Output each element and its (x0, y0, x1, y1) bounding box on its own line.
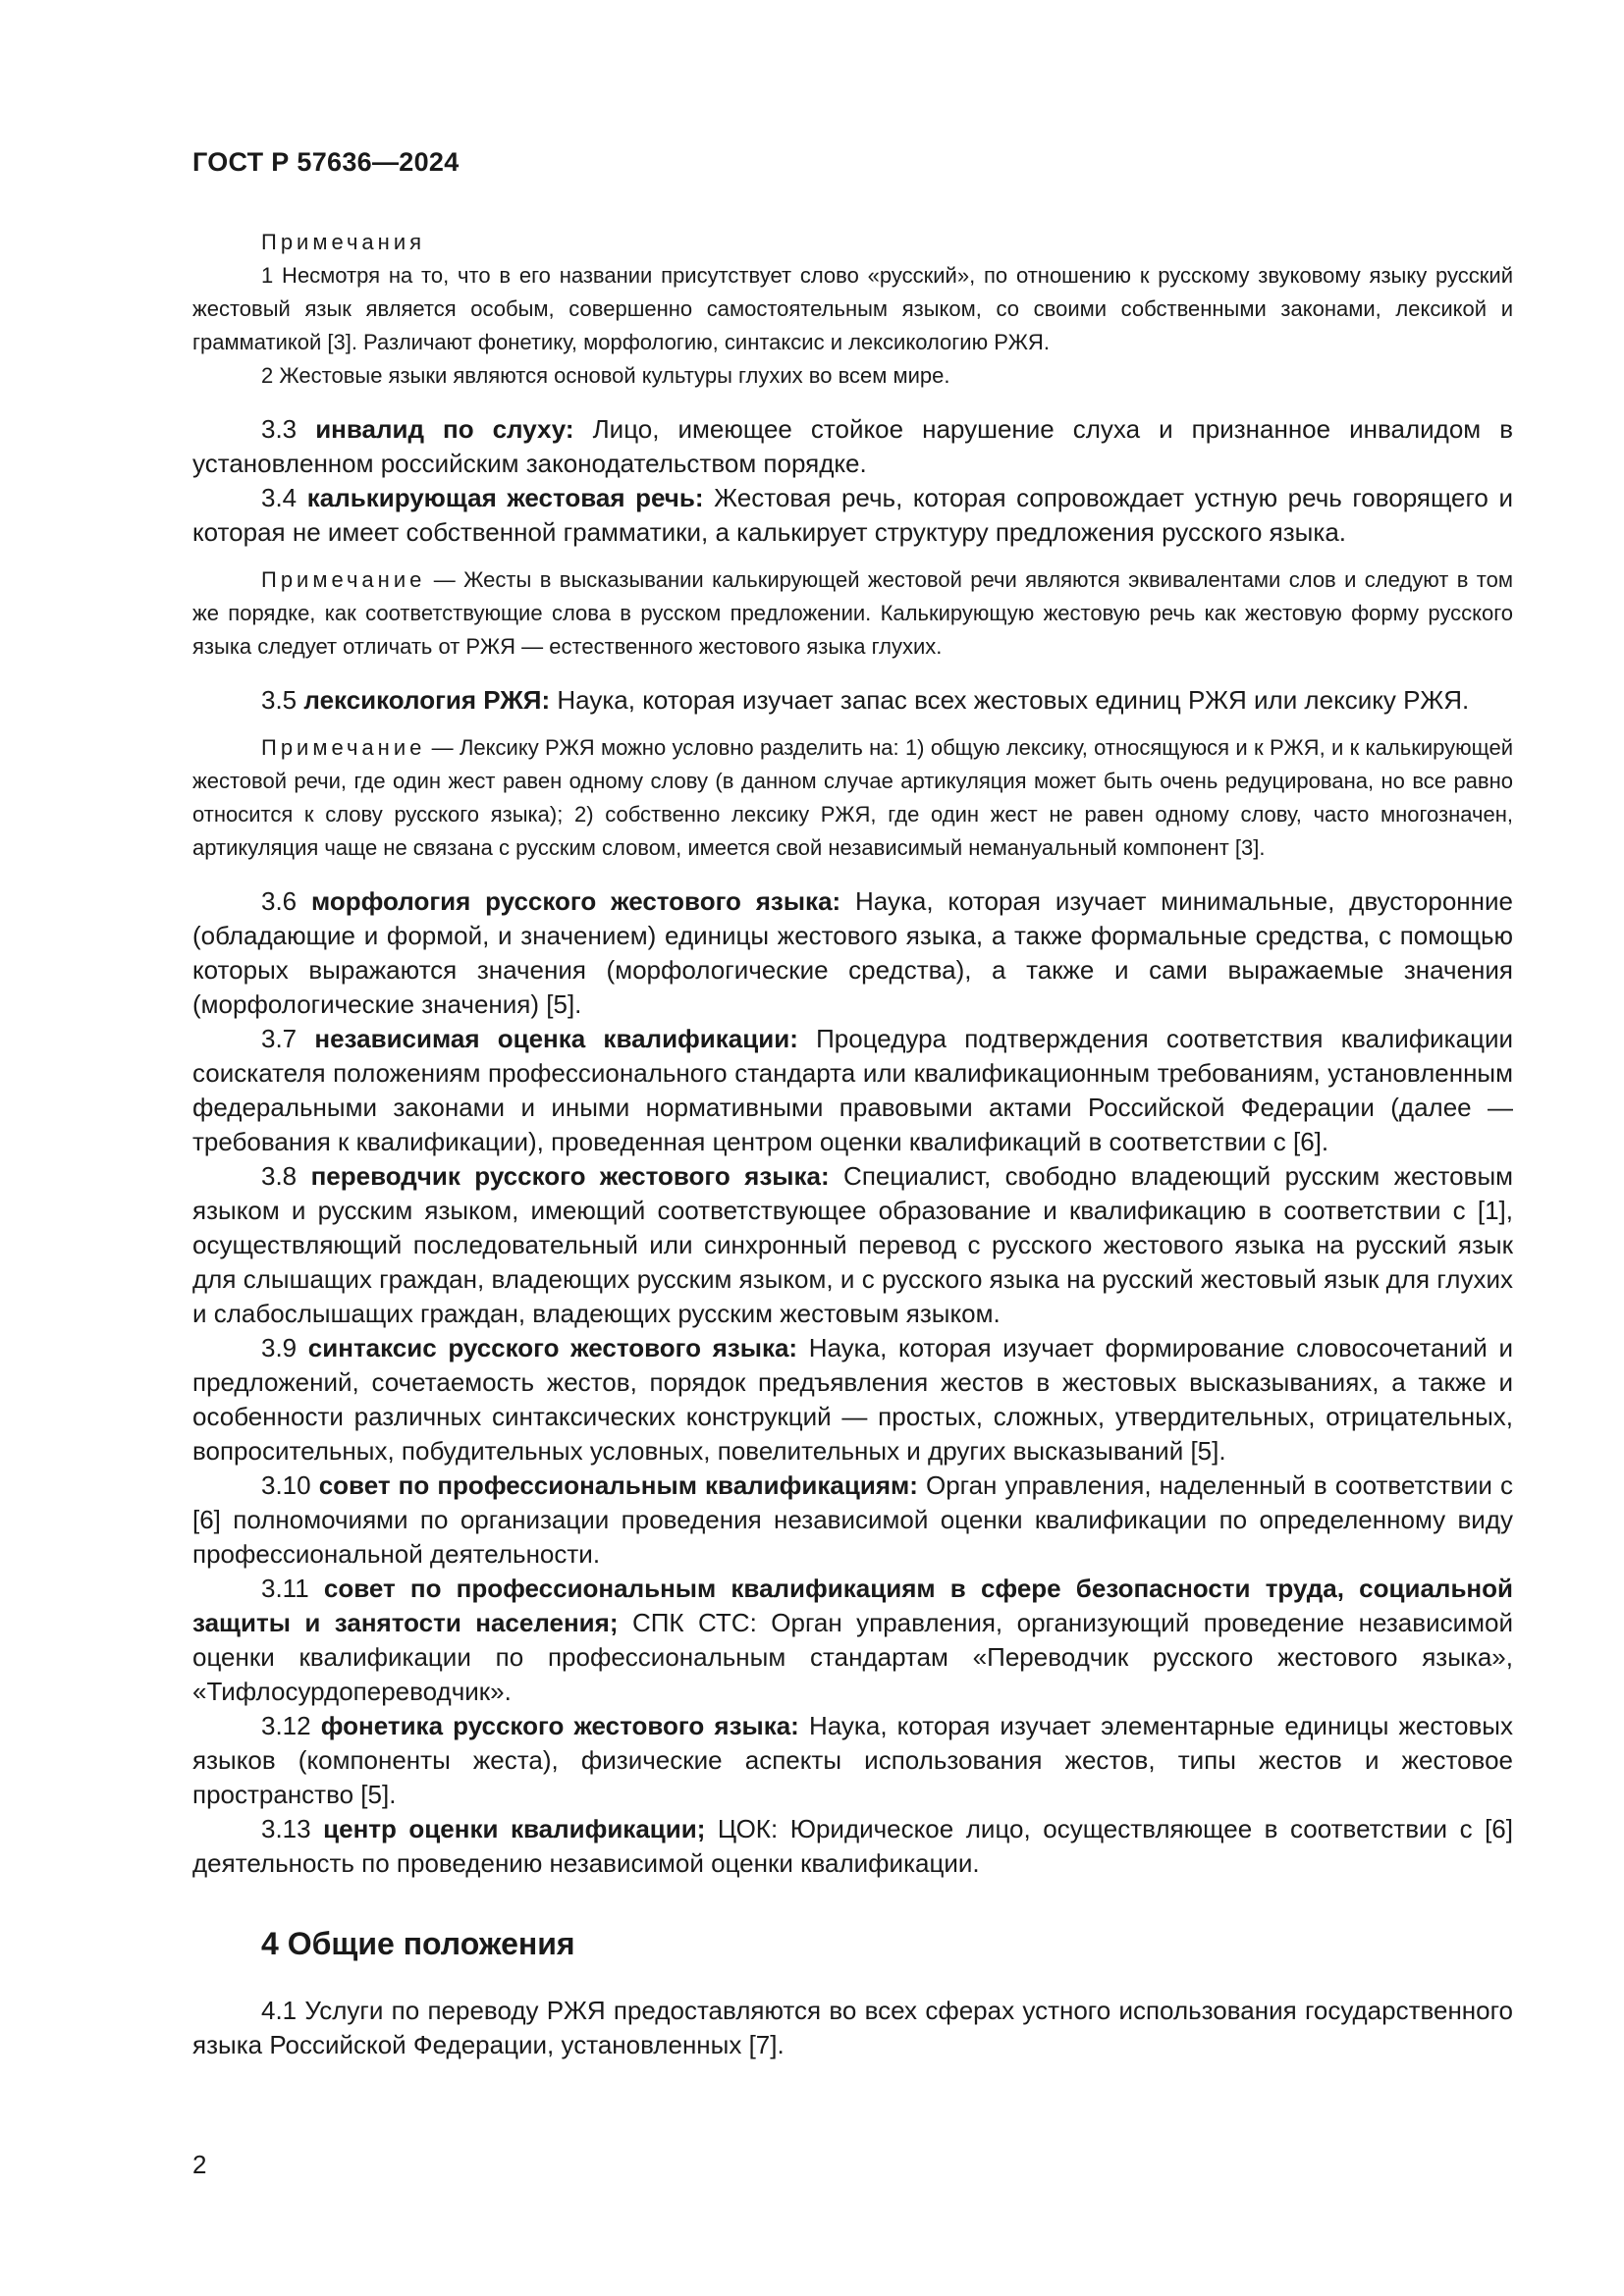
definition-term: независимая оценка квалификации: (314, 1024, 798, 1053)
definition-term: фонетика русского жестового языка: (320, 1711, 799, 1740)
note-item-2: 2 Жестовые языки являются основой культуры глухих во всем мире. (261, 363, 950, 388)
section-4-title: 4 Общие положения (261, 1926, 575, 1961)
note-label: Примечание (261, 567, 426, 592)
note-3-5: Примечание — Лексику РЖЯ можно условно разделить на: 1) общую лексику, относящуюся и к РЖЯ, и к калькирующей жестовой речи, где один жест равен одному слову (в данном случае артикуляция может быть очень редуцирована, но все равно относится к слову русского языка); 2) собственно лексику РЖЯ, где один жест не равен одному слову, часто многозначен, артикуляция чаще не связана с русским словом, имеется свой независимый немануальный компонент [3]. (192, 735, 1513, 860)
paragraph-4-1: 4.1 Услуги по переводу РЖЯ предоставляются во всех сферах устного использования государственного языка Российской Федерации, установленных [7]. (192, 1996, 1513, 2059)
definition-3-9: 3.9 синтаксис русского жестового языка: Наука, которая изучает формирование словосочетаний и предложений, сочетаемость жестов, порядок предъявления жестов в жестовых высказываниях, а также и особенности различных синтаксических конструкций — простых, сложных, утвердительных, отрицательных, вопросительных, побудительных условных, повелительных и других высказываний [5]. (192, 1333, 1513, 1466)
document-code: ГОСТ Р 57636—2024 (192, 147, 460, 177)
definition-3-4: 3.4 калькирующая жестовая речь: Жестовая речь, которая сопровождает устную речь говорящего и которая не имеет собственной грамматики, а калькирует структуру предложения русского языка. (192, 483, 1513, 547)
definition-3-6: 3.6 морфология русского жестового языка: Наука, которая изучает минимальные, двусторонние (обладающие и формой, и значением) единицы жестового языка, а также формальные средства, с помощью которых выражаются значения (морфологические средства), а также и сами выражаемые значения (морфологические значения) [5]. (192, 886, 1513, 1019)
definition-term: центр оценки квалификации; (323, 1814, 706, 1843)
definition-3-12: 3.12 фонетика русского жестового языка: Наука, которая изучает элементарные единицы жестовых языков (компоненты жеста), физические аспекты использования жестов, типы жестов и жестовое пространство [5]. (192, 1711, 1513, 1809)
definition-3-8: 3.8 переводчик русского жестового языка: Специалист, свободно владеющий русским жестовым языком и русским языком, имеющий соответствующее образование и квалификацию в соответствии с [1], осуществляющий последовательный или синхронный перевод с русского жестового языка на русский язык для слышащих граждан, владеющих русским языком, и с русского языка на русский жестовый язык для глухих и слабослышащих граждан, владеющих русским жестовым языком. (192, 1161, 1514, 1328)
definition-term: синтаксис русского жестового языка: (307, 1333, 798, 1362)
definition-3-10: 3.10 совет по профессиональным квалификациям: Орган управления, наделенный в соответствии с [6] полномочиями по организации проведения независимой оценки квалификации по определенному виду профессиональной деятельности. (192, 1470, 1513, 1569)
note-label: Примечание (261, 735, 426, 760)
definition-term: переводчик русского жестового языка: (310, 1161, 830, 1191)
definition-term: морфология русского жестового языка: (310, 886, 841, 916)
definition-term: инвалид по слуху: (315, 414, 574, 444)
note-item-1: 1 Несмотря на то, что в его названии присутствует слово «русский», по отношению к русскому звуковому языку русский жестовый язык является особым, совершенно самостоятельным языком, со своими собственными законами, лексикой и грамматикой [3]. Различают фонетику, морфологию, синтаксис и лексикологию РЖЯ. (192, 263, 1513, 354)
definition-3-5: 3.5 лексикология РЖЯ: Наука, которая изучает запас всех жестовых единиц РЖЯ или лексику РЖЯ. (261, 685, 1470, 715)
notes-block-1 (192, 226, 1513, 393)
definition-term: совет по профессиональным квалификациям: (318, 1470, 918, 1500)
definition-3-11: 3.11 совет по профессиональным квалификациям в сфере безопасности труда, социальной защиты и занятости населения; СПК СТС: Орган управления, организующий проведение независимой оценки квалификации по профессиональным стандартам «Переводчик русского жестового языка», «Тифлосурдопереводчик». (192, 1574, 1513, 1706)
definition-term: калькирующая жестовая речь: (306, 483, 704, 512)
definition-3-13: 3.13 центр оценки квалификации; ЦОК: Юридическое лицо, осуществляющее в соответствии с [6] деятельность по проведению независимой оценки квалификации. (192, 1814, 1513, 1878)
definition-term: совет по профессиональным квалификациям в сфере безопасности труда, социальной защиты и занятости населения; (192, 1574, 1513, 1637)
note-3-4: Примечание — Жесты в высказывании калькирующей жестовой речи являются эквивалентами слов и следуют в том же порядке, как соответствующие слова в русском предложении. Калькирующую жестовую речь как жестовую форму русского языка следует отличать от РЖЯ — естественного жестового языка глухих. (192, 567, 1513, 659)
notes-title: Примечания (261, 230, 426, 254)
definition-term: лексикология РЖЯ: (303, 685, 551, 715)
definition-3-7: 3.7 независимая оценка квалификации: Процедура подтверждения соответствия квалификации соискателя положениям профессионального стандарта или квалификационным требованиям, установленным федеральными законами и иными нормативными правовыми актами Российской Федерации (далее — требования к квалификации), проведенная центром оценки квалификаций в соответствии с [6]. (192, 1024, 1514, 1156)
page-content (192, 226, 1513, 2062)
definition-3-3: 3.3 инвалид по слуху: Лицо, имеющее стойкое нарушение слуха и признанное инвалидом в установленном российским законодательством порядке. (192, 414, 1514, 478)
page-number: 2 (192, 2150, 207, 2179)
